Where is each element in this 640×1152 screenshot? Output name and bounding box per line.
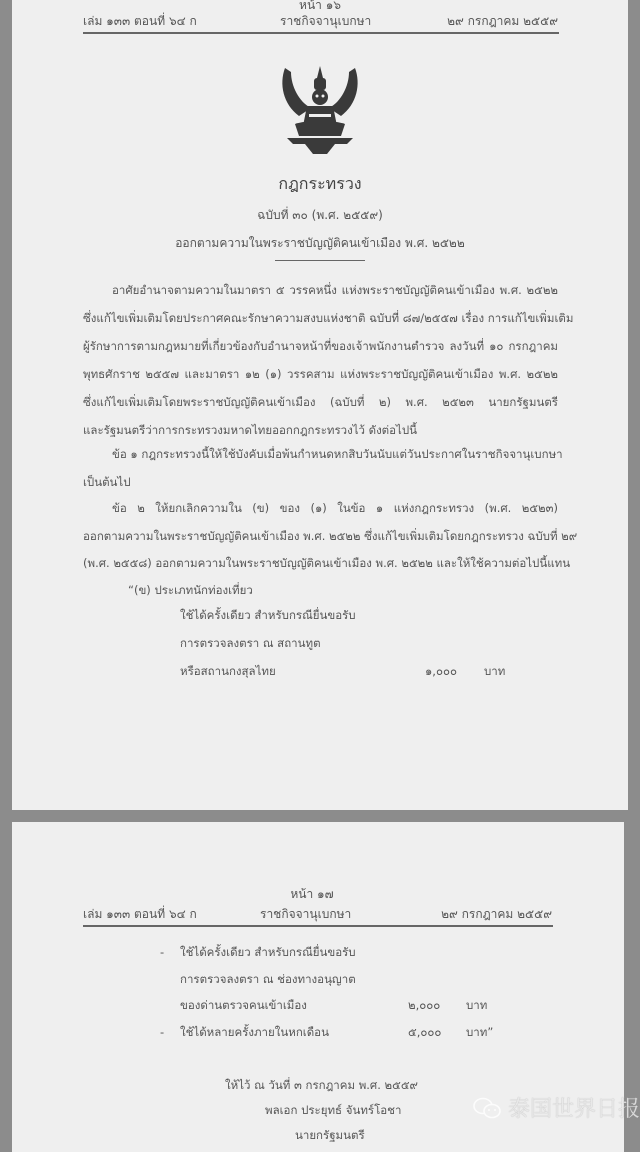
wechat-icon: [472, 1096, 502, 1120]
wechat-watermark: [472, 1092, 640, 1123]
item-unit: บาท”: [466, 1025, 494, 1039]
clause-2-line: (พ.ศ. ๒๕๕๘) ออกตามความในพระราชบัญญัติคนเข้าเมือง พ.ศ. ๒๕๒๒ และให้ใช้ความต่อไปนี้แทน: [83, 556, 571, 570]
item-line: การตรวจลงตรา ณ สถานทูต: [180, 636, 321, 650]
header-rule: [83, 32, 559, 34]
item-heading: “(ข) ประเภทนักท่องเที่ยว: [128, 583, 253, 597]
item-line: ใช้ได้ครั้งเดียว สำหรับกรณียื่นขอรับ: [180, 945, 356, 959]
preamble-line: อาศัยอำนาจตามความในมาตรา ๕ วรรคหนึ่ง แห่งพระราชบัญญัติคนเข้าเมือง พ.ศ. ๒๕๒๒: [112, 283, 558, 297]
header-rule: [83, 925, 553, 927]
preamble-line: และรัฐมนตรีว่าการกระทรวงมหาดไทยออกกฎกระทรวงไว้ ดังต่อไปนี้: [83, 423, 417, 437]
gazette-page-16: [12, 0, 628, 810]
item-amount: ๑,๐๐๐: [425, 664, 458, 678]
given-date: ให้ไว้ ณ วันที่ ๓ กรกฎาคม พ.ศ. ๒๕๕๙: [225, 1078, 418, 1092]
header-gazette: ราชกิจจานุเบกษา: [280, 14, 372, 28]
preamble-line: พุทธศักราช ๒๕๕๗ และมาตรา ๑๒ (๑) วรรคสาม แห่งพระราชบัญญัติคนเข้าเมือง พ.ศ. ๒๕๒๒: [83, 367, 558, 381]
clause-2-line: ออกตามความในพระราชบัญญัติคนเข้าเมือง พ.ศ. ๒๕๒๒ ซึ่งแก้ไขเพิ่มเติมโดยกฎกระทรวง ฉบับที่ ๒๙: [83, 529, 578, 543]
item-line: ใช้ได้หลายครั้งภายในหกเดือน: [180, 1025, 329, 1039]
item-line: ใช้ได้ครั้งเดียว สำหรับกรณียื่นขอรับ: [180, 608, 356, 622]
item-line: ของด่านตรวจคนเข้าเมือง: [180, 998, 307, 1012]
document-subtitle: ออกตามความในพระราชบัญญัติคนเข้าเมือง พ.ศ. ๒๕๒๒: [175, 236, 465, 250]
header-date: ๒๙ กรกฎาคม ๒๕๕๙: [441, 907, 552, 921]
header-gazette: ราชกิจจานุเบกษา: [260, 907, 352, 921]
clause-2-line: ข้อ ๒ ให้ยกเลิกความใน (ข) ของ (๑) ในข้อ ๑ แห่งกฎกระทรวง (พ.ศ. ๒๕๒๓): [112, 501, 558, 515]
document-title: กฎกระทรวง: [278, 174, 362, 193]
item-unit: บาท: [466, 998, 488, 1012]
item-line: หรือสถานกงสุลไทย: [180, 664, 276, 678]
page-number: หน้า ๑๖: [299, 0, 341, 12]
bullet: -: [160, 945, 165, 959]
signer-name: พลเอก ประยุทธ์ จันทร์โอชา: [265, 1103, 402, 1117]
issue-number: ฉบับที่ ๓๐ (พ.ศ. ๒๕๕๙): [257, 208, 383, 222]
header-volume: เล่ม ๑๓๓ ตอนที่ ๖๔ ก: [83, 14, 197, 28]
signer-title: นายกรัฐมนตรี: [295, 1128, 365, 1142]
item-amount: ๕,๐๐๐: [408, 1025, 442, 1039]
item-line: การตรวจลงตรา ณ ช่องทางอนุญาต: [180, 972, 356, 986]
bullet: -: [160, 1025, 165, 1039]
clause-1-line: เป็นต้นไป: [83, 475, 131, 489]
preamble-line: ผู้รักษาการตามกฎหมายที่เกี่ยวข้องกับอำนาจหน้าที่ของเจ้าพนักงานตำรวจ ลงวันที่ ๑๐ กรกฎาคม: [83, 339, 558, 353]
page-number: หน้า ๑๗: [290, 887, 334, 901]
watermark-text: 泰国世界日报: [508, 1097, 640, 1122]
header-date: ๒๙ กรกฎาคม ๒๕๕๙: [447, 14, 558, 28]
header-volume: เล่ม ๑๓๓ ตอนที่ ๖๔ ก: [83, 907, 197, 921]
preamble-line: ซึ่งแก้ไขเพิ่มเติมโดยประกาศคณะรักษาความสงบแห่งชาติ ฉบับที่ ๘๗/๒๕๕๗ เรื่อง การแก้ไขเพิ่มเติม: [83, 311, 574, 325]
garuda-emblem-icon: [277, 64, 363, 156]
clause-1-line: ข้อ ๑ กฎกระทรวงนี้ให้ใช้บังคับเมื่อพ้นกำหนดหกสิบวันนับแต่วันประกาศในราชกิจจานุเบกษา: [112, 447, 563, 461]
item-amount: ๒,๐๐๐: [408, 998, 441, 1012]
preamble-line: ซึ่งแก้ไขเพิ่มเติมโดยพระราชบัญญัติคนเข้าเมือง (ฉบับที่ ๒) พ.ศ. ๒๕๒๓ นายกรัฐมนตรี: [83, 395, 558, 409]
title-rule: [275, 260, 365, 261]
item-unit: บาท: [484, 664, 506, 678]
